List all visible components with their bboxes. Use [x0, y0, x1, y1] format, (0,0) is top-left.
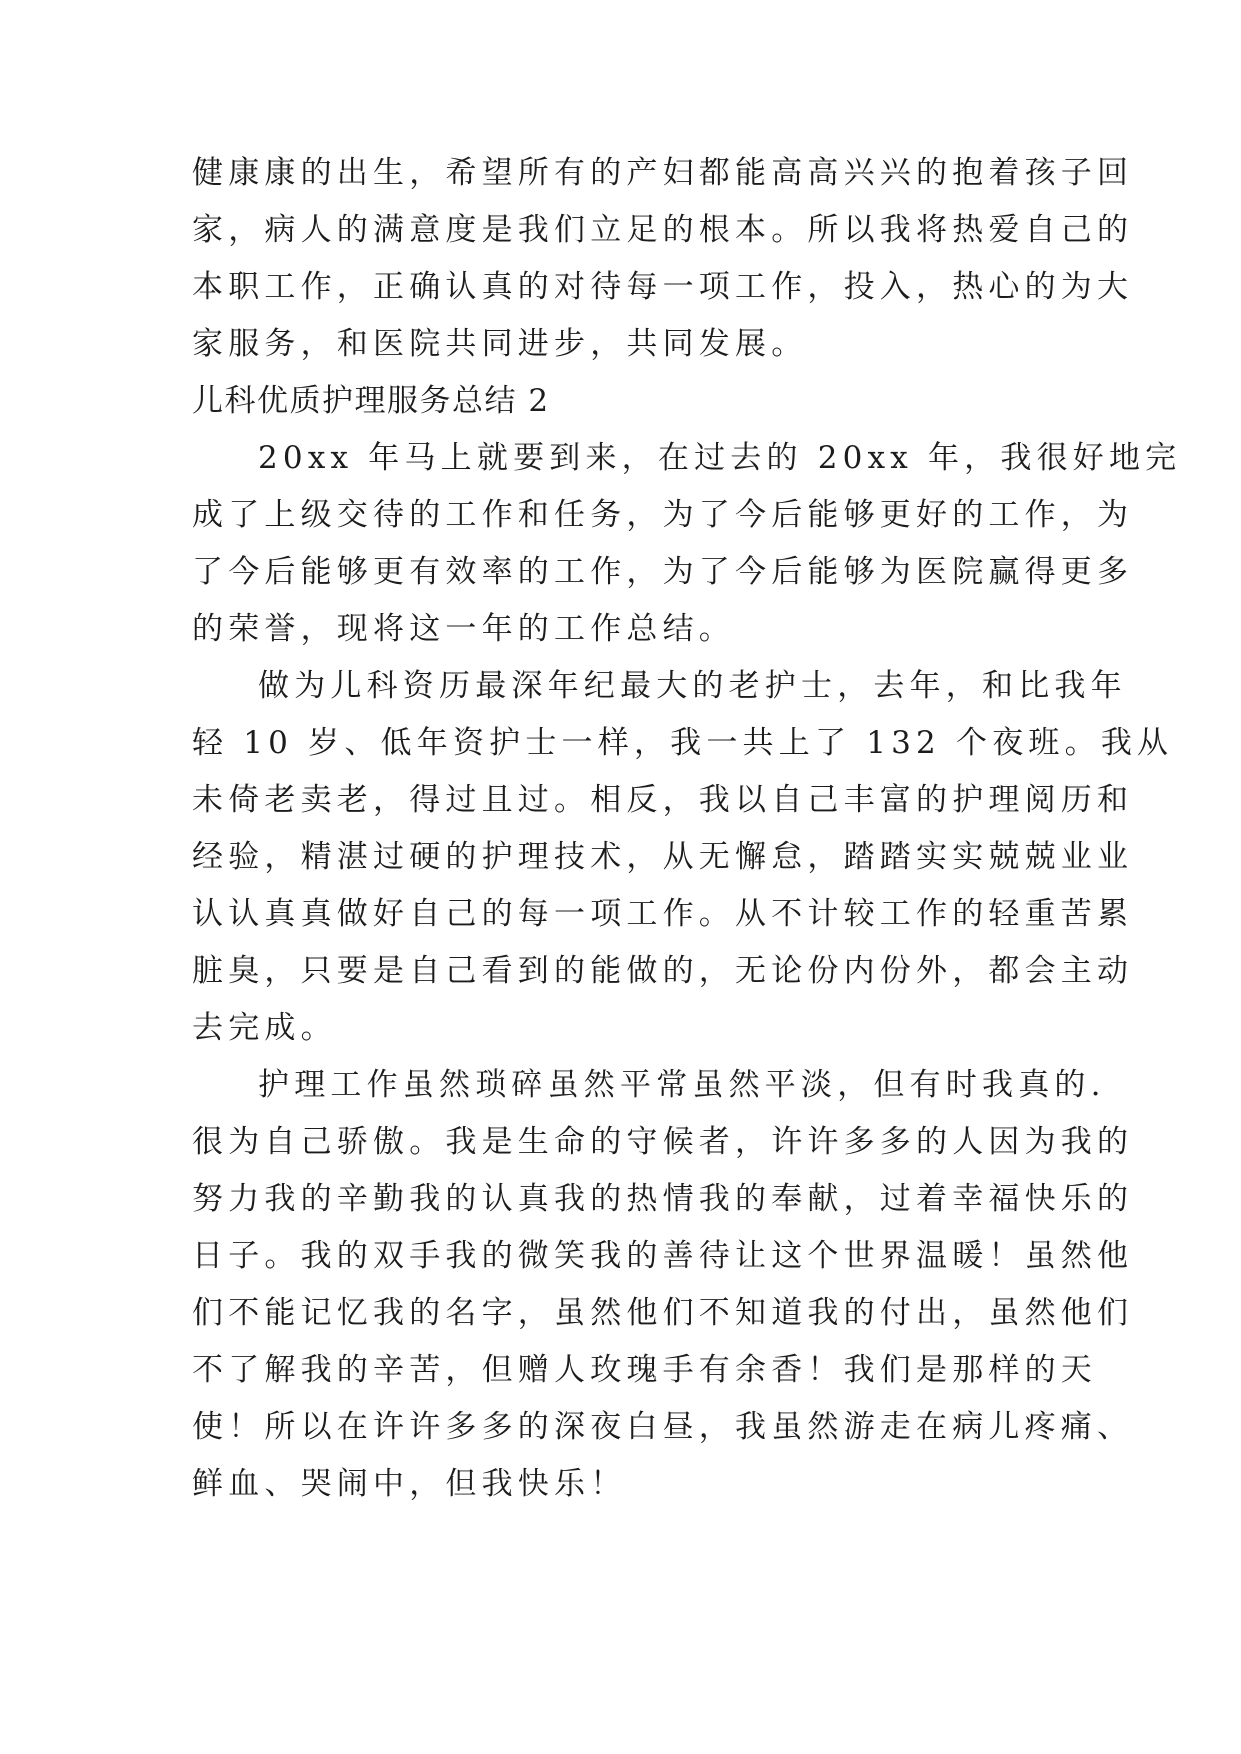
text-line: 20xx 年马上就要到来，在过去的 20xx 年，我很好地完 — [258, 440, 1182, 476]
text-line: 护理工作虽然琐碎虽然平常虽然平淡，但有时我真的. — [258, 1067, 1106, 1103]
text-line: 们不能记忆我的名字，虽然他们不知道我的付出，虽然他们 — [192, 1295, 1134, 1331]
text-line: 脏臭，只要是自己看到的能做的，无论份内份外，都会主动 — [192, 953, 1134, 989]
section-heading: 儿科优质护理服务总结 2 — [192, 383, 550, 419]
text-line: 了今后能够更有效率的工作，为了今后能够为医院赢得更多 — [192, 554, 1134, 590]
text-line: 本职工作，正确认真的对待每一项工作，投入，热心的为大 — [192, 269, 1134, 305]
text-line: 家，病人的满意度是我们立足的根本。所以我将热爱自己的 — [192, 212, 1134, 248]
text-line: 努力我的辛勤我的认真我的热情我的奉献，过着幸福快乐的 — [192, 1181, 1134, 1217]
text-line: 轻 10 岁、低年资护士一样，我一共上了 132 个夜班。我从 — [192, 725, 1174, 761]
text-line: 做为儿科资历最深年纪最大的老护士，去年，和比我年 — [258, 668, 1127, 704]
text-line: 鲜血、哭闹中，但我快乐！ — [192, 1466, 627, 1502]
text-line: 的荣誉，现将这一年的工作总结。 — [192, 611, 735, 647]
text-line: 认认真真做好自己的每一项工作。从不计较工作的轻重苦累 — [192, 896, 1134, 932]
text-line: 日子。我的双手我的微笑我的善待让这个世界温暖！虽然他 — [192, 1238, 1134, 1274]
text-line: 去完成。 — [192, 1010, 337, 1046]
text-line: 使！所以在许许多多的深夜白昼，我虽然游走在病儿疼痛、 — [192, 1409, 1134, 1445]
text-line: 未倚老卖老，得过且过。相反，我以自己丰富的护理阅历和 — [192, 782, 1134, 818]
text-line: 不了解我的辛苦，但赠人玫瑰手有余香！我们是那样的天 — [192, 1352, 1097, 1388]
text-line: 很为自己骄傲。我是生命的守候者，许许多多的人因为我的 — [192, 1124, 1134, 1160]
text-line: 健康康的出生，希望所有的产妇都能高高兴兴的抱着孩子回 — [192, 155, 1134, 191]
text-line: 经验，精湛过硬的护理技术，从无懈怠，踏踏实实兢兢业业 — [192, 839, 1134, 875]
text-line: 成了上级交待的工作和任务，为了今后能够更好的工作，为 — [192, 497, 1134, 533]
text-line: 家服务，和医院共同进步，共同发展。 — [192, 326, 808, 362]
